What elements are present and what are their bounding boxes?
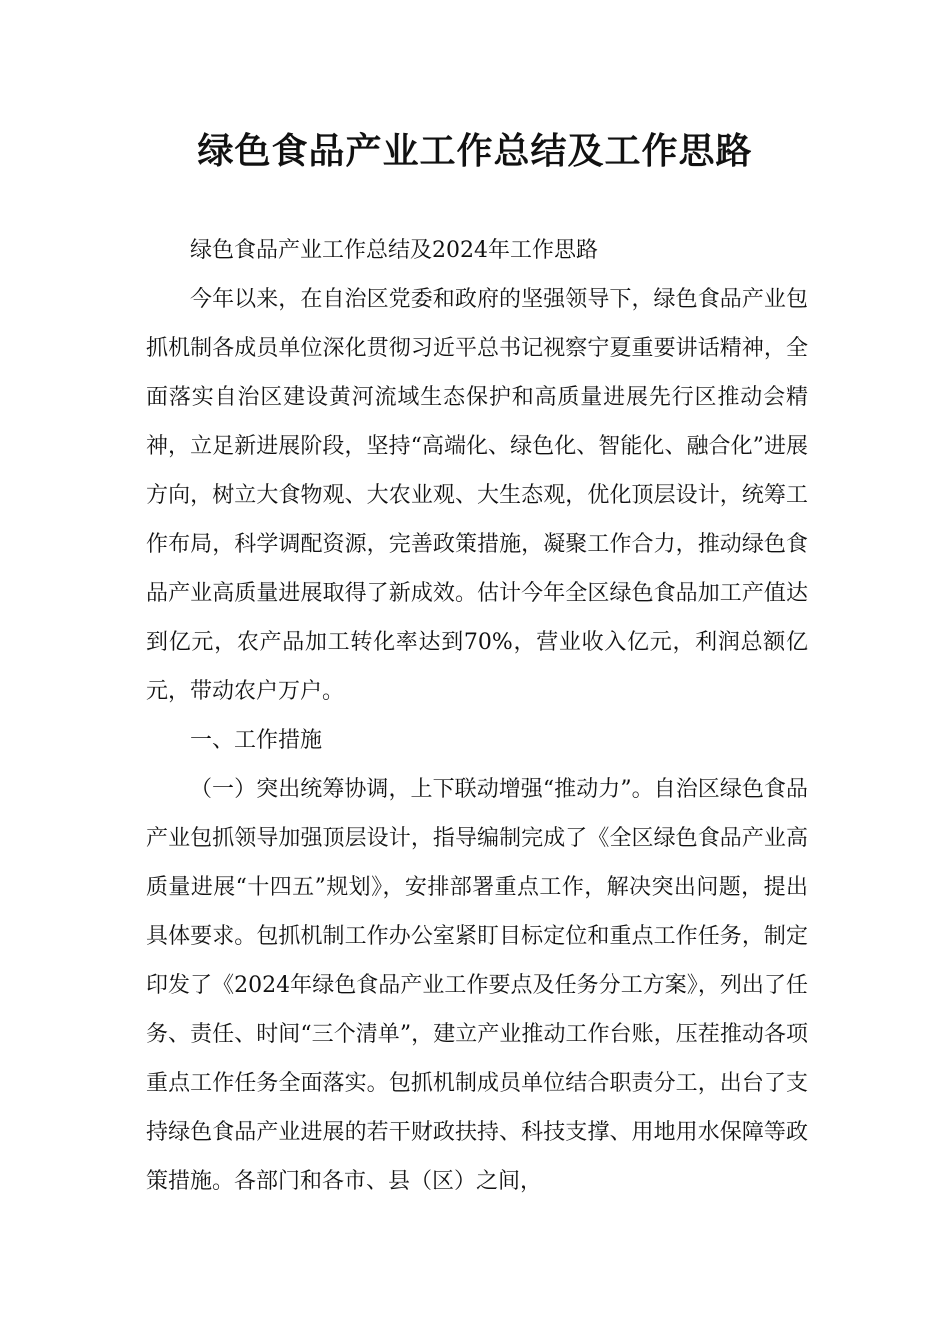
paragraph-intro: 今年以来，在自治区党委和政府的坚强领导下，绿色食品产业包抓机制各成员单位深化贯彻习近平总书记视察宁夏重要讲话精神，全面落实自治区建设黄河流域生态保护和高质量进展先行区推动会精神，立足新进展阶段，坚持“高端化、绿色化、智能化、融合化”进展方向，树立大食物观、大农业观、大生态观，优化顶层设计，统筹工作布局，科学调配资源，完善政策措施，凝聚工作合力，推动绿色食品产业高质量进展取得了新成效。估计今年全区绿色食品加工产值达到亿元，农产品加工转化率达到70%，营业收入亿元，利润总额亿元，带动农户万户。 xyxy=(146,287,808,704)
document-subtitle: 绿色食品产业工作总结及2024年工作思路 xyxy=(190,238,598,263)
document-title: 绿色食品产业工作总结及工作思路 xyxy=(197,131,753,172)
paragraph-coordination: （一）突出统筹协调，上下联动增强“推动力”。自治区绿色食品产业包抓领导加强顶层设计，指导编制完成了《全区绿色食品产业高质量进展“十四五”规划》，安排部署重点工作，解决突出问题，提出具体要求。包抓机制工作办公室紧盯目标定位和重点工作任务，制定印发了《2024年绿色食品产业工作要点及任务分工方案》，列出了任务、责任、时间“三个清单”，建立产业推动工作台账，压茬推动各项重点工作任务全面落实。包抓机制成员单位结合职责分工，出台了支持绿色食品产业进展的若干财政扶持、科技支撑、用地用水保障等政策措施。各部门和各市、县（区）之间， xyxy=(146,777,808,1194)
document-body xyxy=(146,226,808,1206)
section-heading-work-measures: 一、工作措施 xyxy=(190,728,323,753)
